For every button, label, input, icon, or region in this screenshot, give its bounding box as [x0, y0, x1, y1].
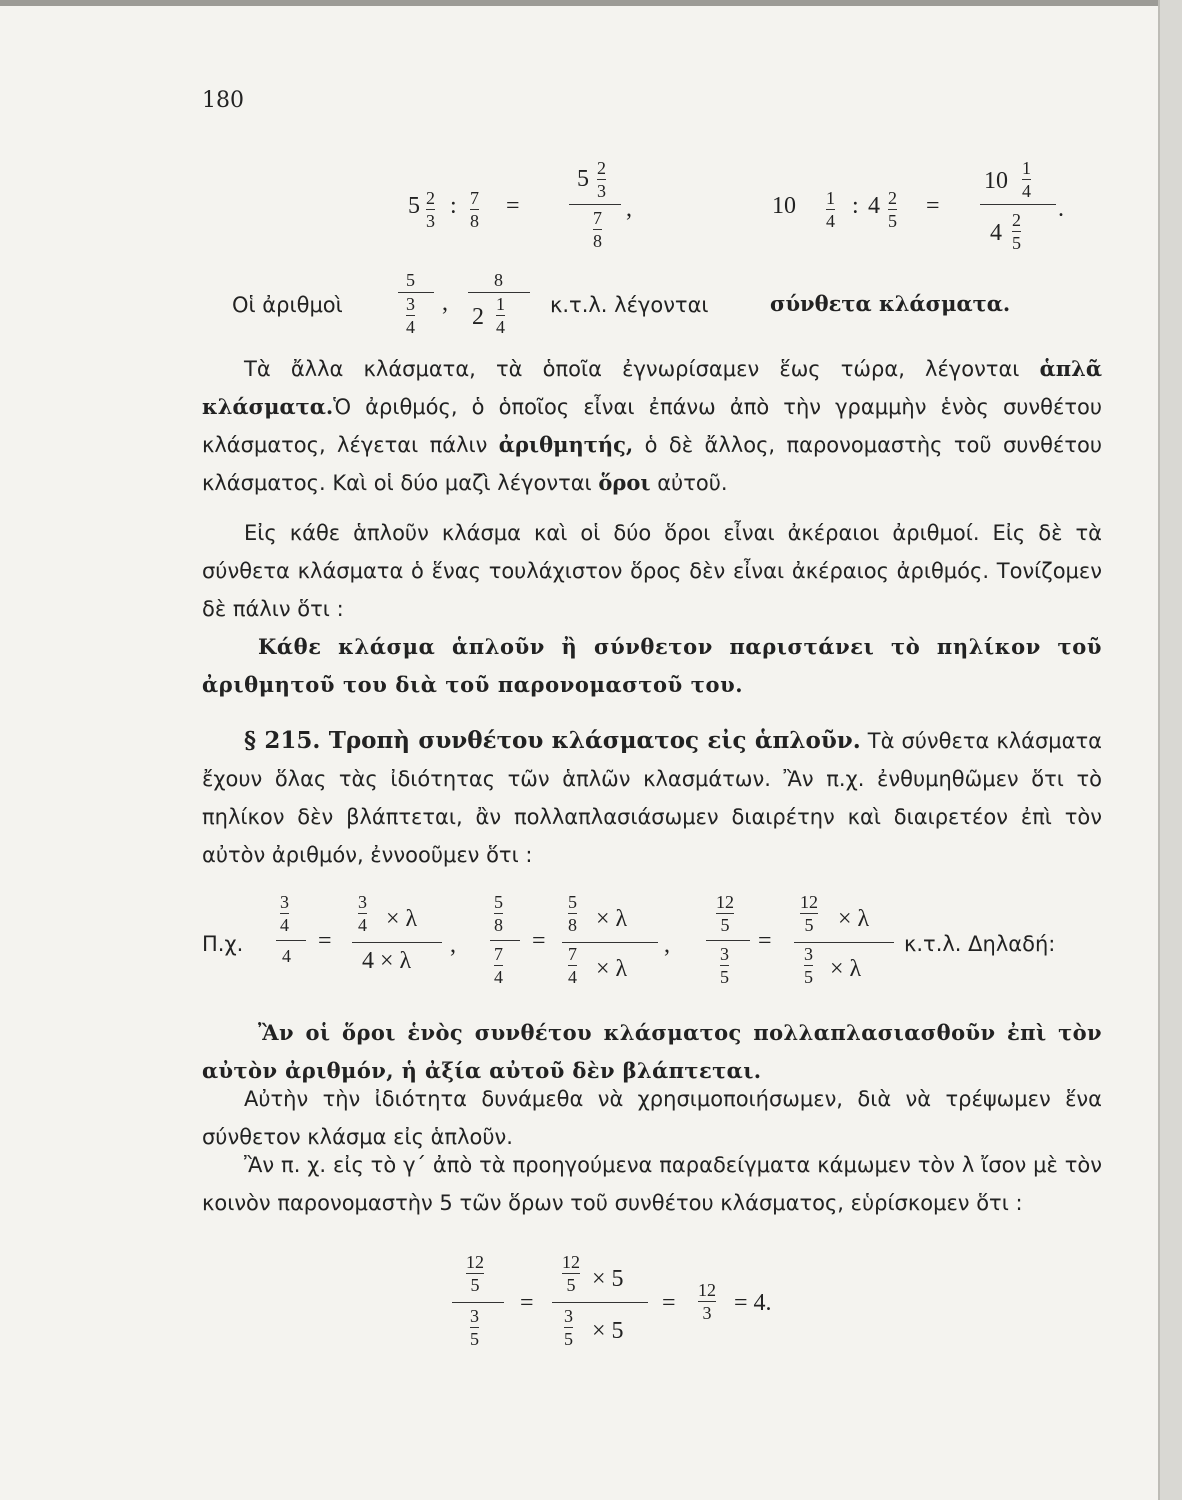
fraction: 7 8 [470, 188, 479, 231]
fraction: 12 3 [698, 1280, 716, 1323]
paragraph-property: Αὐτὴν τὴν ἰδιότητα δυνάμεθα νὰ χρησιμοποιήσωμεν, διὰ νὰ τρέψωμεν ἕνα σύνθετον κλάσμα εἰς ἁπλοῦν. [202, 1087, 1102, 1149]
fraction: 1 4 [826, 188, 835, 231]
paragraph-simple-fractions: Τὰ ἄλλα κλάσματα, τὰ ὁποῖα ἐγνωρίσαμεν ἕως τώρα, λέγονται ἁπλᾶ κλάσματα.Ὁ ἀριθμός, ὁ ὁποῖος εἶναι ἐπάνω ἀπὸ τὴν γραμμὴν ἑνὸς συνθέτου κλάσματος, λέγεται πάλιν ἀριθμητής, ὁ δὲ ἄλλος, παρονομαστὴς τοῦ συνθέτου κλάσματος. Καὶ οἱ δύο μαζὶ λέγονται ὅροι αὐτοῦ. [202, 356, 1102, 495]
fraction: 2 3 [426, 188, 435, 231]
scan-top-edge [0, 0, 1182, 6]
page-number: 180 [202, 88, 244, 113]
rule-quotient: Κάθε κλάσμα ἁπλοῦν ἢ σύνθετον παριστάνει τὸ πηλίκον τοῦ ἀριθμητοῦ του διὰ τοῦ παρονομαστοῦ του. [202, 634, 1102, 697]
fraction: 2 5 [888, 188, 897, 231]
paragraph-example-g: Ἂν π. χ. εἰς τὸ γ΄ ἀπὸ τὰ προηγούμενα παραδείγματα κάμωμεν τὸν λ ἴσον μὲ τὸν κοινὸν παρονομαστὴν 5 τῶν ὅρων τοῦ συνθέτου κλάσματος, εὑρίσκομεν ὅτι : [202, 1153, 1102, 1215]
section-215: § 215. Τροπὴ συνθέτου κλάσματος εἰς ἁπλοῦν. Τὰ σύνθετα κλάσματα ἔχουν ὅλας τὰς ἰδιότητας τῶν ἁπλῶν κλασμάτων. Ἂν π.χ. ἐνθυμηθῶμεν ὅτι τὸ πηλίκον δὲν βλάπτεται, ἂν πολλαπλασιάσωμεν διαιρέτην καὶ διαιρετέον ἐπὶ τὸν αὐτὸν ἀριθμόν, ἐννοοῦμεν ὅτι : [202, 727, 1102, 867]
paragraph-terms: Εἰς κάθε ἁπλοῦν κλάσμα καὶ οἱ δύο ὅροι εἶναι ἀκέραιοι ἀριθμοί. Εἰς δὲ τὰ σύνθετα κλάσματα ὁ ἕνας τουλάχιστον ὅρος δὲν εἶναι ἀκέραιος ἀριθμός. Τονίζομεν δὲ πάλιν ὅτι : [202, 521, 1102, 621]
scan-right-edge [1158, 0, 1182, 1500]
rule-multiplication: Ἂν οἱ ὅροι ἑνὸς συνθέτου κλάσματος πολλαπλασιασθοῦν ἐπὶ τὸν αὐτὸν ἀριθμόν, ἡ ἀξία αὐτοῦ δὲν βλάπτεται. [202, 1020, 1102, 1083]
section-title: § 215. Τροπὴ συνθέτου κλάσματος εἰς ἁπλοῦν. [244, 727, 861, 754]
